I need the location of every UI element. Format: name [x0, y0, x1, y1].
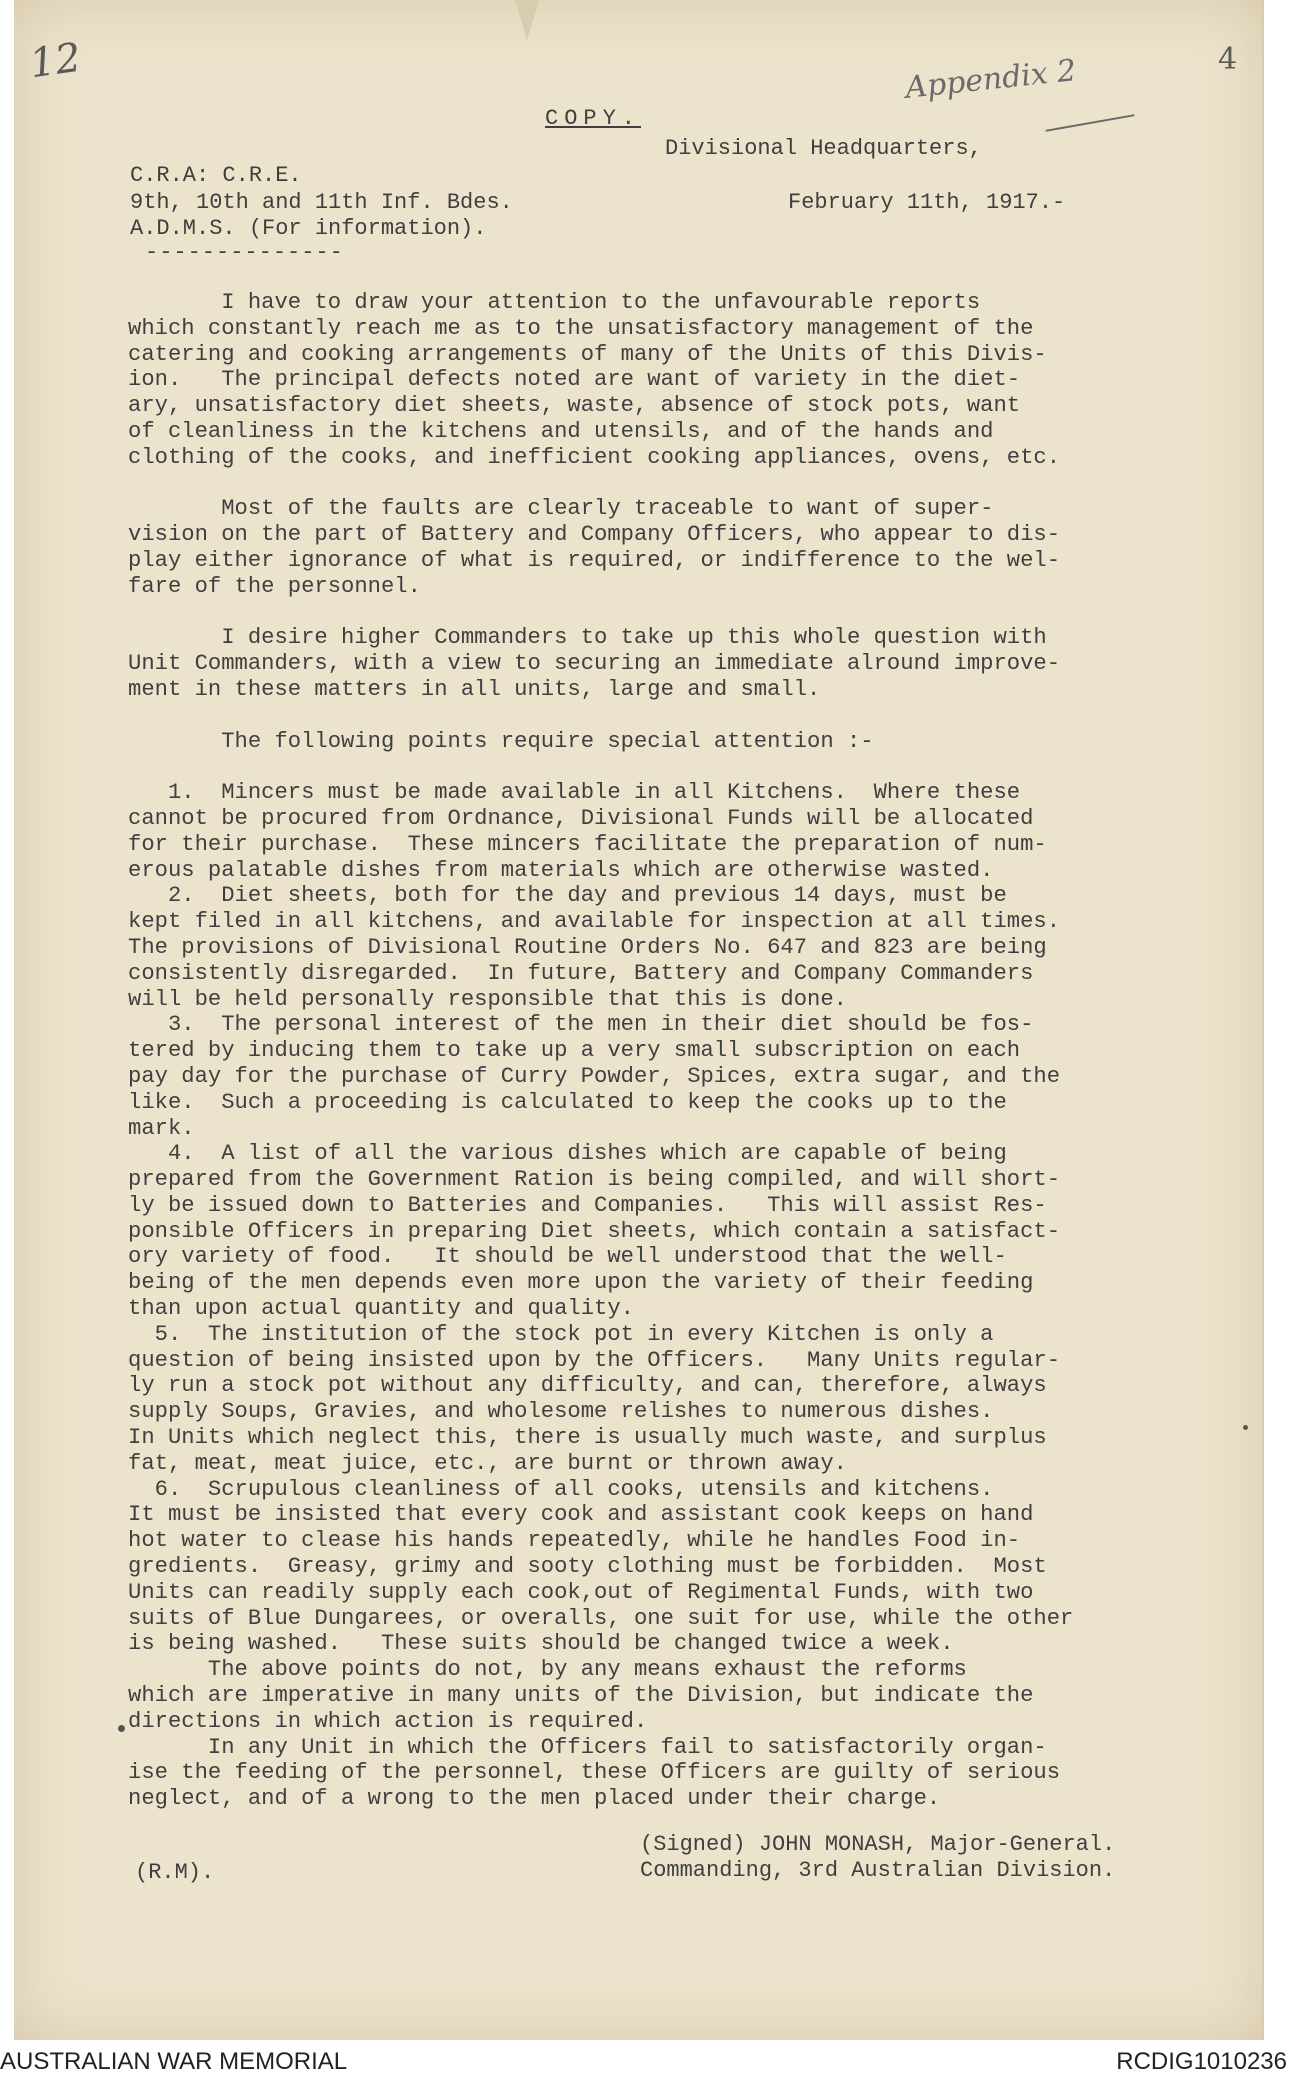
typist-initials: (R.M). [135, 1860, 215, 1885]
addressee-line-3: A.D.M.S. (For information). [130, 216, 487, 241]
letter-body: I have to draw your attention to the unfavourable reports which constantly reach me as to the unsatisfactory management of the catering and cooking arrangements of many of the Units of this Divis- ion. The principal defects noted are want of variety in the diet- ary, unsatisfactory diet sheets, waste, absence of stock pots, want of cleanliness in the kitchens and utensils, and of the hands and clothing of the cooks, and inefficient cooking appliances, ovens, etc. Most of the faults are clearly traceable to want of super- vision on the part of Battery and Company Officers, who appear to dis- play either ignorance of what is required, or indifference to the wel- fare of the personnel. I desire higher Commanders to take up this whole question with Unit Commanders, with a view to securing an immediate alround improve- ment in these matters in all units, large and small. The following points require special attention :- 1. Mincers must be made available in all Kitchens. Where these cannot be procured from Ordnance, Divisional Funds will be allocated for their purchase. These mincers facilitate the preparation of num- erous palatable dishes from materials which are otherwise wasted. 2. Diet sheets, both for the day and previous 14 days, must be kept filed in all kitchens, and available for inspection at all times. The provisions of Divisional Routine Orders No. 647 and 823 are being consistently disregarded. In future, Battery and Company Commanders will be held personally responsible that this is done. 3. The personal interest of the men in their diet should be fos- tered by inducing them to take up a very small subscription on each pay day for the purchase of Curry Powder, Spices, extra sugar, and the like. Such a proceeding is calculated to keep the cooks up to the mark. 4. A list of all the various dishes which are capable of being prepared from the Government Ration is being compiled, and will short- ly be issued down to Batteries and Companies. This will assist Res- ponsible Officers in preparing Diet sheets, which contain a satisfact- ory variety of food. It should be well understood that the well- being of the men depends even more upon the variety of their feeding than upon actual quantity and quality. 5. The institution of the stock pot in every Kitchen is only a question of being insisted upon by the Officers. Many Units regular- ly run a stock pot without any difficulty, and can, therefore, always supply Soups, Gravies, and wholesome relishes to numerous dishes. In Units which neglect this, there is usually much waste, and surplus fat, meat, meat juice, etc., are burnt or thrown away. 6. Scrupulous cleanliness of all cooks, utensils and kitchens. It must be insisted that every cook and assistant cook keeps on hand hot water to clease his hands repeatedly, while he handles Food in- gredients. Greasy, grimy and sooty clothing must be forbidden. Most Units can readily supply each cook,out of Regimental Funds, with two suits of Blue Dungarees, or overalls, one suit for use, while the other is being washed. These suits should be changed twice a week. The above points do not, by any means exhaust the reforms which are imperative in many units of the Division, but indicate the directions in which action is required. In any Unit in which the Officers fail to satisfactorily organ- ise the feeding of the personnel, these Officers are guilty of serious neglect, and of a wrong to the men placed under their charge. [128, 290, 1074, 1812]
handwritten-appendix-note: Appendix 2 [903, 53, 1078, 106]
letter-date: February 11th, 1917.- [788, 190, 1066, 215]
copy-heading: COPY. [545, 106, 642, 131]
signature-line: (Signed) JOHN MONASH, Major-General. [640, 1832, 1116, 1857]
header-rule: -------------- [145, 240, 344, 265]
ink-dot [1243, 1425, 1248, 1430]
ink-dot [118, 1725, 125, 1732]
archive-id: RCDIG1010236 [1116, 2048, 1287, 2075]
signature-title: Commanding, 3rd Australian Division. [640, 1858, 1116, 1883]
handwritten-page-number-left: 12 [27, 34, 84, 88]
addressee-line-1: C.R.A: C.R.E. [130, 163, 302, 188]
handwritten-page-number-right: 4 [1218, 42, 1238, 77]
headquarters-line: Divisional Headquarters, [665, 136, 982, 161]
paper-tear [515, 0, 539, 40]
addressee-line-2: 9th, 10th and 11th Inf. Bdes. [130, 190, 513, 215]
archive-credit: AUSTRALIAN WAR MEMORIAL [0, 2048, 348, 2075]
